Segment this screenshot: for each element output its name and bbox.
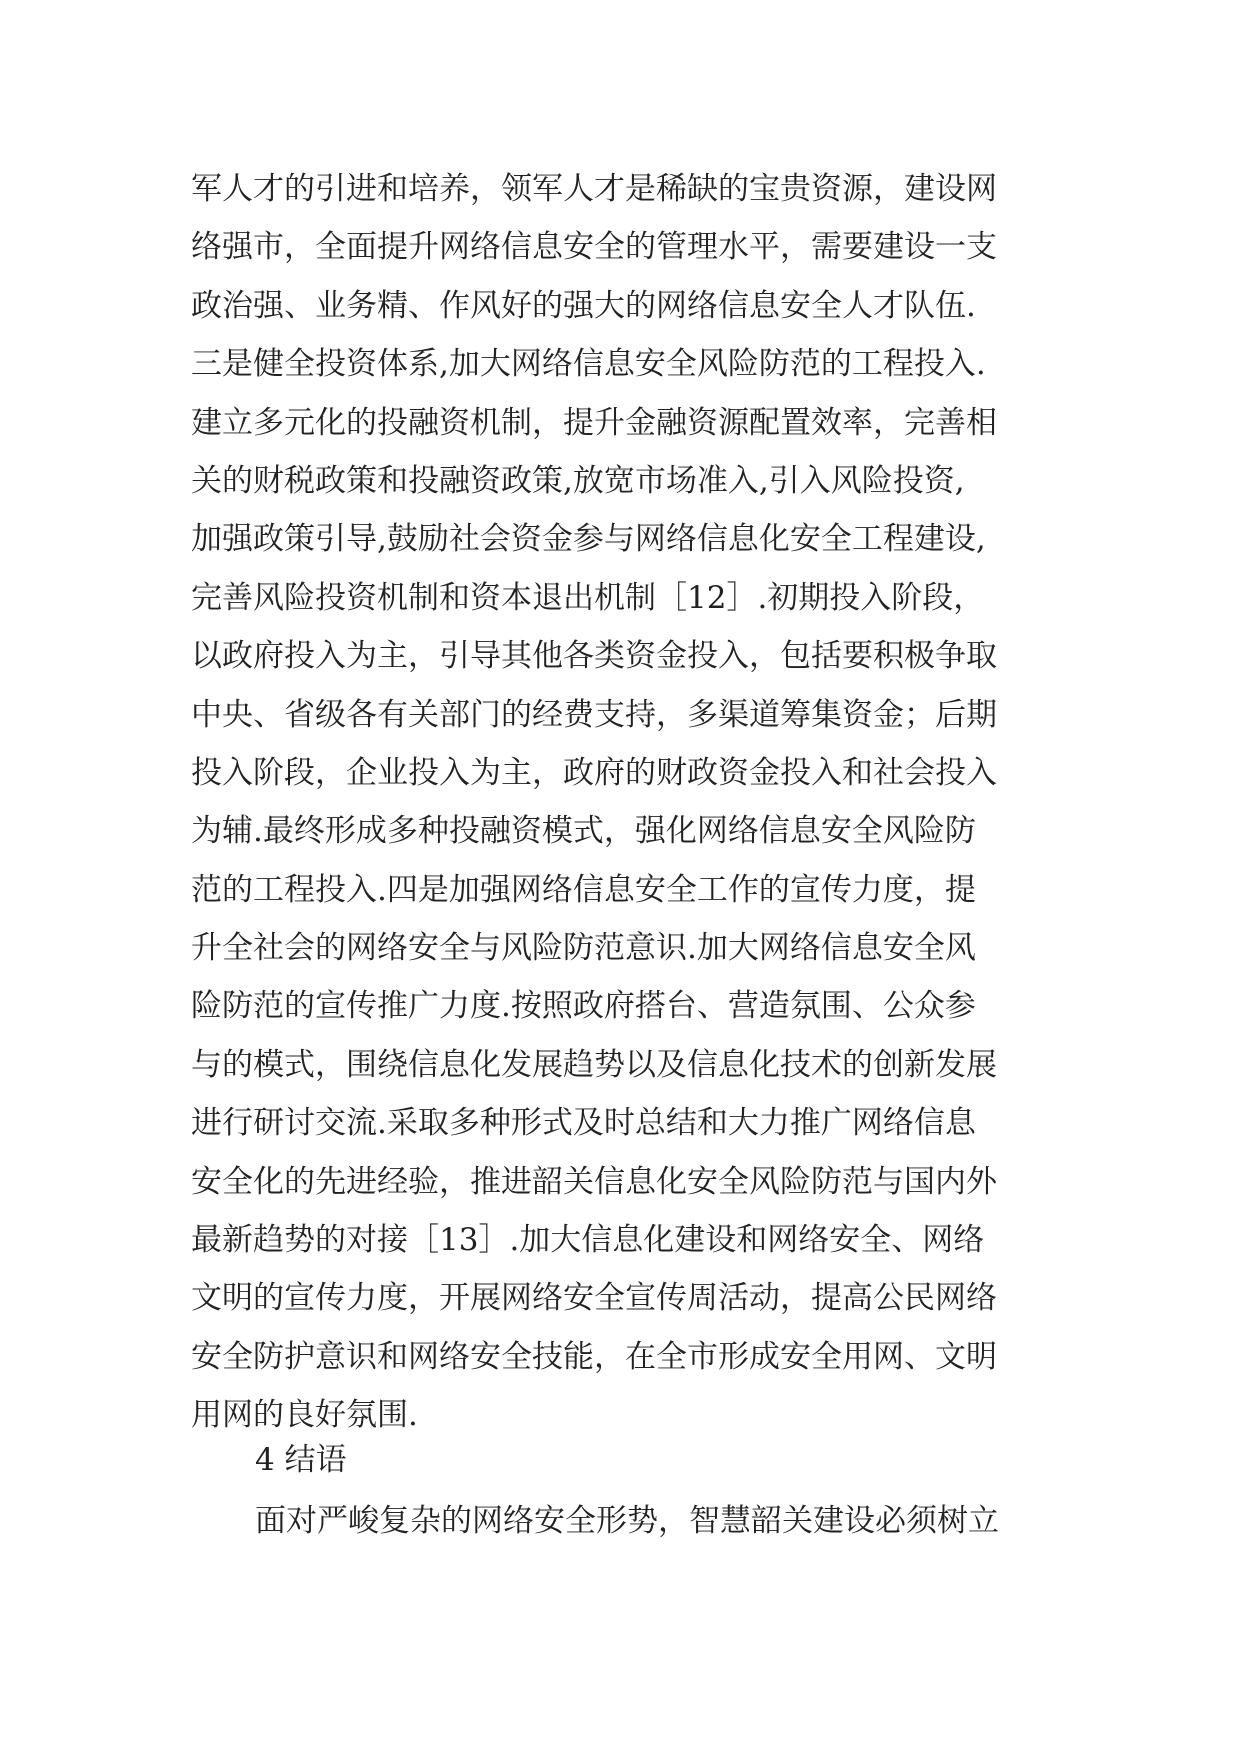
conclusion-paragraph: 面对严峻复杂的网络安全形势，智慧韶关建设必须树立 [255,1503,999,1539]
text-line: 投入阶段，企业投入为主，政府的财政资金投入和社会投入 [191,754,997,791]
text-line: 范的工程投入.四是加强网络信息安全工作的宣传力度，提 [191,871,976,908]
text-line: 文明的宣传力度，开展网络安全宣传周活动，提高公民网络 [191,1280,997,1317]
text-line: 升全社会的网络安全与风险防范意识.加大网络信息安全风 [191,930,976,967]
text-line: 政治强、业务精、作风好的强大的网络信息安全人才队伍. [191,287,976,324]
body-paragraph [191,160,1071,1445]
text-line: 建立多元化的投融资机制，提升金融资源配置效率，完善相 [191,404,997,441]
text-line: 与的模式，围绕信息化发展趋势以及信息化技术的创新发展 [191,1046,997,1083]
text-line: 络强市，全面提升网络信息安全的管理水平，需要建设一支 [191,229,997,266]
text-line: 以政府投入为主，引导其他各类资金投入，包括要积极争取 [191,638,997,675]
text-line: 最新趋势的对接［13］.加大信息化建设和网络安全、网络 [191,1222,985,1259]
text-line: 安全化的先进经验，推进韶关信息化安全风险防范与国内外 [191,1163,997,1200]
text-line: 安全防护意识和网络安全技能，在全市形成安全用网、文明 [191,1338,997,1375]
text-line: 为辅.最终形成多种投融资模式，强化网络信息安全风险防 [191,813,976,850]
text-line: 关的财税政策和投融资政策,放宽市场准入,引入风险投资, [191,462,965,499]
text-line: 中央、省级各有关部门的经费支持，多渠道筹集资金；后期 [191,696,997,733]
text-line: 险防范的宣传推广力度.按照政府搭台、营造氛围、公众参 [191,988,976,1025]
text-line: 用网的良好氛围. [191,1397,418,1434]
section-heading: 4 结语 [255,1442,347,1478]
text-line: 进行研讨交流.采取多种形式及时总结和大力推广网络信息 [191,1105,976,1142]
text-line: 三是健全投资体系,加大网络信息安全风险防范的工程投入. [191,346,986,383]
text-line: 完善风险投资机制和资本退出机制［12］.初期投入阶段， [191,579,985,616]
text-line: 加强政策引导,鼓励社会资金参与网络信息化安全工程建设, [191,521,986,558]
text-line: 军人才的引进和培养，领军人才是稀缺的宝贵资源，建设网 [191,171,997,207]
